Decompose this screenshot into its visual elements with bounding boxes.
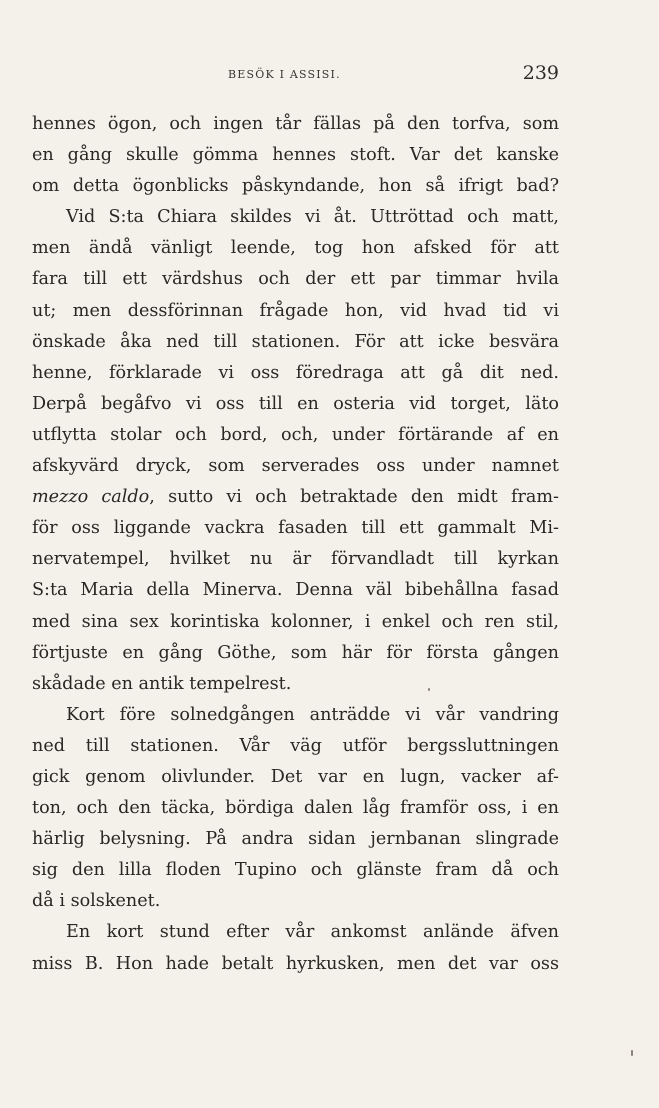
text-line: ton, och den täcka, bördiga dalen låg framför oss, i en [32, 798, 559, 819]
text-line: S:ta Maria della Minerva. Denna väl bibehållna fasad [32, 580, 559, 601]
text-line: miss B. Hon hade betalt hyrkusken, men det var oss [32, 953, 559, 974]
text-line: önskade åka ned till stationen. För att icke besvära [32, 331, 559, 352]
body-text [32, 109, 559, 980]
text-line: för oss liggande vackra fasaden till ett gammalt Mi- [32, 518, 559, 539]
text-line [32, 482, 559, 513]
text-line: med sina sex korintiska kolonner, i enkel och ren stil, [32, 611, 559, 632]
text-line-rest: , sutto vi och betraktade den midt fram- [149, 487, 559, 508]
text-line: härlig belysning. På andra sidan jernbanan slingrade [32, 829, 559, 850]
text-line: nervatempel, hvilket nu är förvandladt till kyrkan [32, 549, 559, 570]
text-line: om detta ögonblicks påskyndande, hon så ifrigt bad? [32, 176, 559, 197]
text-line: en gång skulle gömma hennes stoft. Var det kanske [32, 145, 559, 166]
text-line: ned till stationen. Vår väg utför bergssluttningen [32, 735, 559, 756]
text-line: ut; men dessförinnan frågade hon, vid hvad tid vi [32, 300, 559, 321]
text-line: sig den lilla floden Tupino och glänste fram då och [32, 860, 559, 881]
text-line: skådade en antik tempelrest. [32, 673, 292, 694]
text-line: utflytta stolar och bord, och, under förtärande af en [32, 424, 559, 445]
text-line: henne, förklarade vi oss föredraga att gå dit ned. [32, 362, 559, 383]
text-line: fara till ett värdshus och der ett par timmar hvila [32, 269, 559, 290]
text-line: Vid S:ta Chiara skildes vi åt. Uttröttad och matt, [66, 207, 559, 228]
paper-speck [428, 688, 430, 691]
text-line: förtjuste en gång Göthe, som här för första gången [32, 642, 559, 663]
paper-speck [631, 1050, 633, 1056]
page-number: 239 [522, 62, 559, 84]
text-line: hennes ögon, och ingen tår fällas på den torfva, som [32, 114, 559, 134]
running-head [0, 62, 659, 86]
text-line: Derpå begåfvo vi oss till en osteria vid torget, läto [32, 393, 559, 414]
text-line: då i solskenet. [32, 891, 161, 912]
text-line: En kort stund efter vår ankomst anlände äfven [66, 922, 559, 943]
text-line: afskyvärd dryck, som serverades oss under namnet [32, 456, 559, 477]
running-title: BESÖK I ASSISI. [228, 68, 341, 81]
text-line: gick genom olivlunder. Det var en lugn, vacker af- [32, 766, 559, 787]
text-line: Kort före solnedgången anträdde vi vår vandring [66, 704, 559, 725]
text-line: men ändå vänligt leende, tog hon afsked för att [32, 238, 559, 259]
italic-phrase: mezzo caldo [32, 487, 150, 508]
